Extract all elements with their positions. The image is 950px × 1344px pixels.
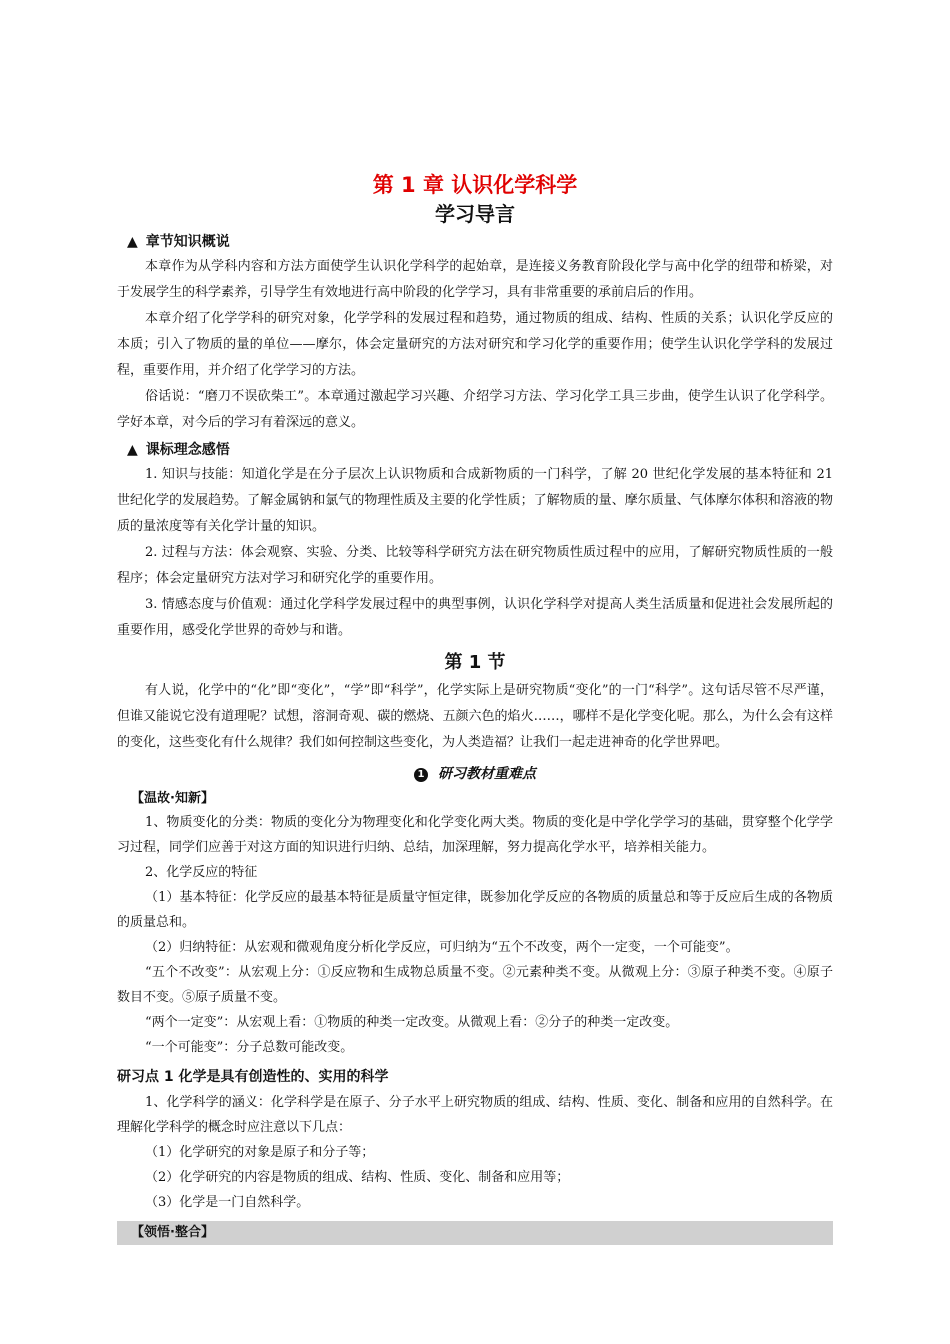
- section-title: 第 1 节: [444, 652, 506, 673]
- review-line-6: “两个一定变”：从宏观上看：①物质的种类一定改变。从微观上看：②分子的种类一定改变。: [145, 1015, 679, 1030]
- study-point-line-3: （2）化学研究的内容是物质的组成、结构、性质、变化、制备和应用等；: [145, 1170, 570, 1185]
- overview-paragraph-1: 本章作为从学科内容和方法方面使学生认识化学科学的起始章，是连接义务教育阶段化学与高中化学的纽带和桥梁，对于发展学生的科学素养，引导学生有效地进行高中阶段的化学学习，具有非常重要的承前启后的作用。: [117, 259, 833, 300]
- review-line-5: “五个不改变”：从宏观上分：①反应物和生成物总质量不变。②元素种类不变。从微观上分：③原子种类不变。④原子数目不变。⑤原子质量不变。: [117, 965, 833, 1005]
- numbered-bullet-icon: 1: [414, 768, 428, 782]
- study-point-heading: 研习点 1 化学是具有创造性的、实用的科学: [117, 1069, 389, 1085]
- review-line-3: （1）基本特征：化学反应的最基本特征是质量守恒定律，既参加化学反应的各物质的质量总和等于反应后生成的各物质的质量总和。: [117, 890, 833, 930]
- overview-heading: ▲ 章节知识概说: [127, 230, 833, 254]
- study-point-line-2: （1）化学研究的对象是原子和分子等；: [145, 1145, 375, 1160]
- chapter-title: 第 1 章 认识化学科学: [372, 173, 578, 197]
- standards-paragraph-3: 3. 情感态度与价值观：通过化学科学发展过程中的典型事例，认识化学科学对提高人类生活质量和促进社会发展所起的重要作用，感受化学世界的奇妙与和谐。: [117, 597, 833, 638]
- focus-heading: 1 研习教材重难点: [117, 760, 833, 788]
- triangle-icon: ▲: [127, 442, 138, 458]
- triangle-icon: ▲: [127, 234, 138, 250]
- study-point-line-4: （3）化学是一门自然科学。: [145, 1195, 310, 1210]
- sub-title: 学习导言: [435, 202, 515, 226]
- review-line-4: （2）归纳特征：从宏观和微观角度分析化学反应，可归纳为“五个不改变，两个一定变，一个可能变”。: [145, 940, 739, 955]
- review-heading: 【温故·知新】: [131, 791, 214, 806]
- standards-paragraph-1: 1. 知识与技能：知道化学是在分子层次上认识物质和合成新物质的一门科学，了解 20 世纪化学发展的基本特征和 21 世纪化学的发展趋势。了解金属钠和氯气的物理性质及主要的化学性质；了解物质的量、摩尔质量、气体摩尔体积和溶液的物质的量浓度等有关化学计量的知识。: [117, 467, 833, 534]
- section-intro: 有人说，化学中的“化”即“变化”，“学”即“科学”，化学实际上是研究物质“变化”的一门“科学”。这句话尽管不尽严谨，但谁又能说它没有道理呢？试想，溶洞奇观、碳的燃烧、五颜六色的焰火……，哪样不是化学变化呢。那么，为什么会有这样的变化，这些变化有什么规律？我们如何控制这些变化，为人类造福？让我们一起走进神奇的化学世界吧。: [117, 683, 833, 750]
- review-line-1: 1、物质变化的分类：物质的变化分为物理变化和化学变化两大类。物质的变化是中学化学学习的基础，贯穿整个化学学习过程，同学们应善于对这方面的知识进行归纳、总结，加深理解，努力提高化学水平，培养相关能力。: [117, 815, 833, 855]
- study-point-line-1: 1、化学科学的涵义：化学科学是在原子、分子水平上研究物质的组成、结构、性质、变化、制备和应用的自然科学。在理解化学科学的概念时应注意以下几点：: [117, 1095, 833, 1135]
- standards-heading: ▲ 课标理念感悟: [127, 438, 833, 462]
- review-line-2: 2、化学反应的特征: [145, 865, 258, 880]
- insight-bar: 【领悟·整合】: [117, 1221, 833, 1245]
- standards-paragraph-2: 2. 过程与方法：体会观察、实验、分类、比较等科学研究方法在研究物质性质过程中的应用，了解研究物质性质的一般程序；体会定量研究方法对学习和研究化学的重要作用。: [117, 545, 833, 586]
- overview-paragraph-3: 俗话说：“磨刀不误砍柴工”。本章通过激起学习兴趣、介绍学习方法、学习化学工具三步曲，使学生认识了化学科学。学好本章，对今后的学习有着深远的意义。: [117, 389, 833, 430]
- review-line-7: “一个可能变”：分子总数可能改变。: [145, 1040, 354, 1055]
- overview-paragraph-2: 本章介绍了化学学科的研究对象，化学学科的发展过程和趋势，通过物质的组成、结构、性质的关系；认识化学反应的本质；引入了物质的量的单位——摩尔，体会定量研究的方法对研究和学习化学的重要作用；使学生认识化学学科的发展过程，重要作用，并介绍了化学学习的方法。: [117, 311, 833, 378]
- document-page: [117, 170, 833, 1245]
